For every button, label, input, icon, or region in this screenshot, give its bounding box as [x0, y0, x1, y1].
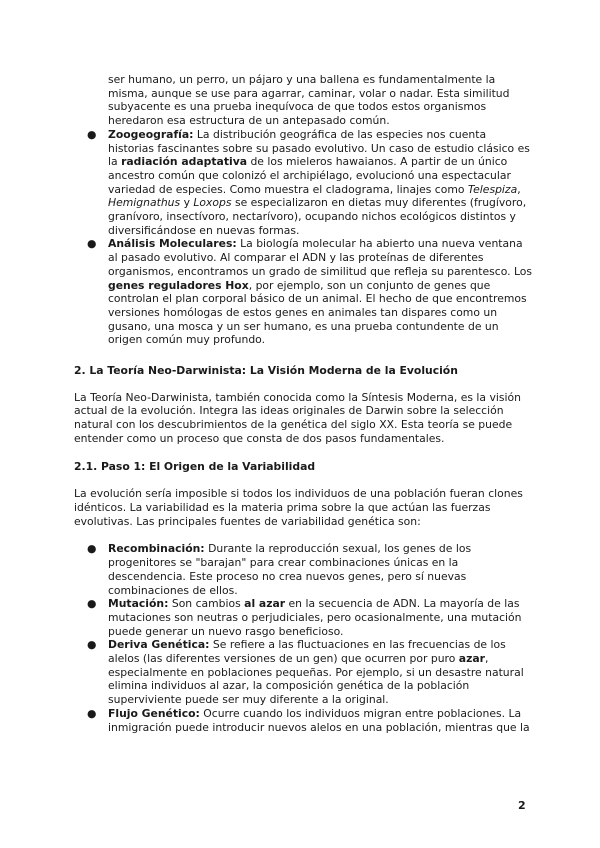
subsection-heading: 2.1. Paso 1: El Origen de la Variabilidad [74, 459, 316, 473]
list-item-deriva-genetica [74, 638, 534, 707]
emphasis: radiación adaptativa [121, 155, 248, 169]
emphasis: azar [458, 652, 485, 666]
item-text: de los mieleros hawaianos. A partir de un único ancestro común que colonizó el archipiélago, evolucionó una espectacular variedad de especies. Como muestra el cladograma, linajes como [108, 155, 511, 196]
item-text: , por ejemplo, son un conjunto de genes que controlan el plan corporal básico de un animal. El hecho de que encontremos versiones homólogas de estos genes en animales tan dispares como un gusano, una mosca y un ser humano, es una prueba contundente de un origen común muy profundo. [108, 278, 527, 347]
list-item-analisis-moleculares [74, 237, 534, 347]
list-item-mutacion [74, 597, 534, 638]
term: Zoogeografía: [108, 127, 194, 141]
continued-list-item [74, 73, 534, 128]
emphasis: genes reguladores Hox [108, 278, 249, 292]
item-text: y [180, 196, 194, 210]
bullet-icon: ● [87, 542, 97, 556]
term: Recombinación: [108, 542, 205, 556]
bullet-icon: ● [87, 706, 97, 720]
item-text: en la secuencia de ADN. La mayoría de las mutaciones son neutras o perjudiciales, pero ocasionalmente, una mutación puede generar un nuevo rasgo beneficioso. [108, 597, 522, 638]
section-paragraph: La Teoría Neo-Darwinista, también conocida como la Síntesis Moderna, es la visión actual de la evolución. Integra las ideas originales de Darwin sobre la selección natural con los descubrimientos de la genética del siglo XX. Esta teoría se puede entender como un proceso que consta de dos pasos fundamentales. [74, 390, 521, 445]
item-text: La biología molecular ha abierto una nueva ventana al pasado evolutivo. Al comparar el ADN y las proteínas de diferentes organismos, encontramos un grado de similitud que refleja su parentesco. Los [108, 237, 533, 278]
item-text: Ocurre cuando los individuos migran entre poblaciones. La inmigración puede introducir nuevos alelos en una población, mientras que la [108, 706, 530, 734]
text-line: subyacente es una prueba inequívoca de que todos estos organismos [108, 100, 487, 114]
item-text: , [517, 182, 521, 196]
item-text: La distribución geográfica de las especies nos cuenta historias fascinantes sobre su pasado evolutivo. Un caso de estudio clásico es la [108, 127, 530, 169]
bullet-icon: ● [87, 127, 97, 141]
item-text: Durante la reproducción sexual, los genes de los progenitores se "barajan" para crear combinaciones únicas en la descendencia. Este proceso no crea nuevos genes, pero sí nuevas combinaciones de ellos. [108, 542, 472, 597]
bullet-icon: ● [87, 597, 97, 611]
item-text: Se refiere a las fluctuaciones en las frecuencias de los alelos (las diferentes versiones de un gen) que ocurren por puro [108, 638, 506, 666]
list-item-recombinacion [74, 542, 534, 597]
term: Mutación: [108, 597, 169, 611]
list-item-flujo-genetico [74, 707, 534, 734]
item-text: se especializaron en dietas muy diferentes (frugívoro, granívoro, insectívoro, nectarívoro), ocupando nichos ecológicos distintos y diversificándose en nuevas formas. [108, 196, 527, 237]
text-line: heredaron esa estructura de un antepasado común. [108, 114, 390, 128]
term: Análisis Moleculares: [108, 237, 237, 251]
emphasis: al azar [244, 597, 286, 611]
species-name: Telespiza [467, 182, 518, 196]
section-heading: 2. La Teoría Neo-Darwinista: La Visión Moderna de la Evolución [74, 364, 458, 378]
bullet-icon: ● [87, 237, 97, 251]
item-text: Son cambios [168, 597, 245, 611]
term: Flujo Genético: [108, 706, 200, 720]
list-item-zoogeografia [74, 128, 534, 238]
item-text: , especialmente en poblaciones pequeñas. Por ejemplo, si un desastre natural elimina individuos al azar, la composición genética de la población superviviente puede ser muy diferente a la original. [108, 652, 524, 707]
variability-list [74, 542, 534, 734]
bullet-icon: ● [87, 638, 97, 652]
term: Deriva Genética: [108, 638, 210, 652]
section-paragraph: La evolución sería imposible si todos los individuos de una población fueran clones idénticos. La variabilidad es la materia prima sobre la que actúan las fuerzas evolutivas. Las principales fuentes de variabilidad genética son: [74, 487, 523, 528]
page-number: 2 [518, 799, 526, 812]
species-name: Loxops [193, 196, 232, 210]
species-name: Hemignathus [108, 196, 181, 210]
text-line: ser humano, un perro, un pájaro y una ballena es fundamentalmente la [108, 73, 496, 86]
text-line: misma, aunque se use para agarrar, caminar, volar o nadar. Esta similitud [108, 86, 510, 100]
page-content [74, 73, 534, 734]
